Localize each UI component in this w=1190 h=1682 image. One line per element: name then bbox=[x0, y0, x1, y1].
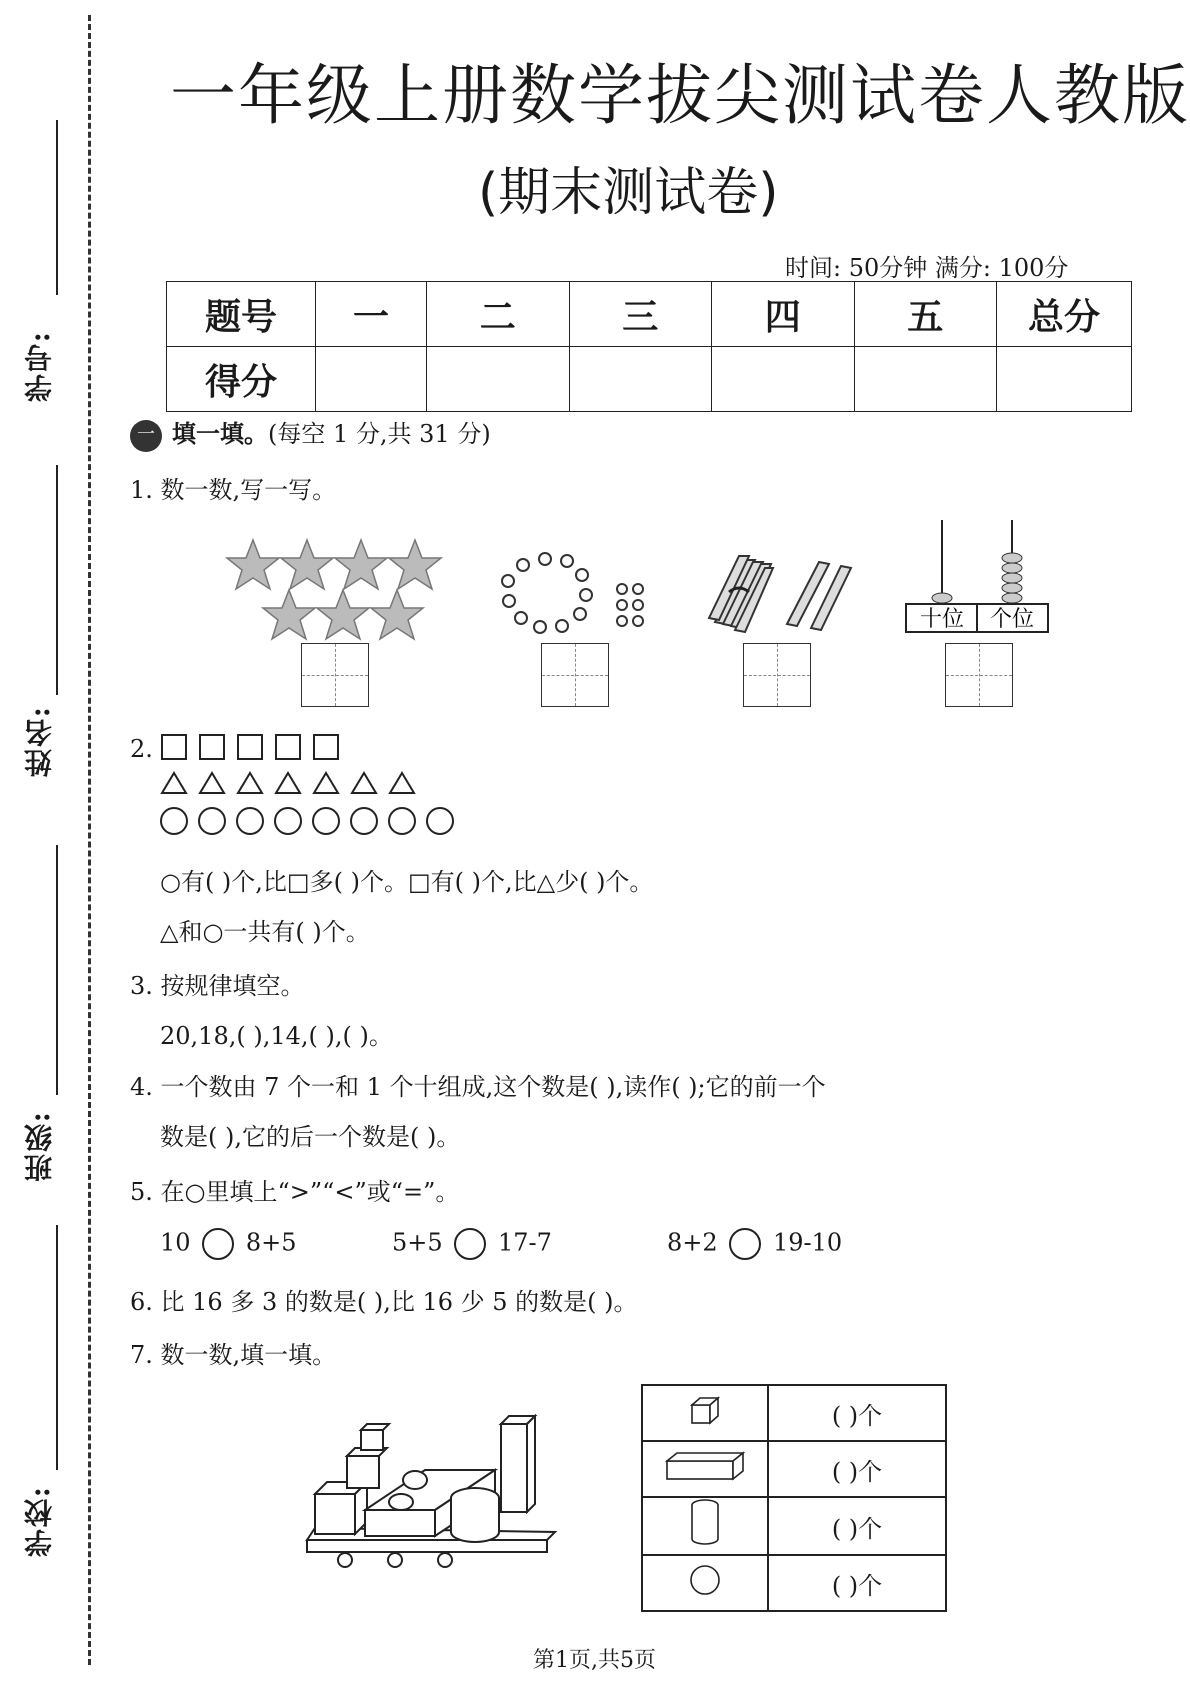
student-id-label: 学号: bbox=[23, 330, 56, 403]
star-icon bbox=[263, 590, 315, 639]
beads-figure bbox=[500, 553, 660, 643]
score-cell[interactable] bbox=[997, 347, 1132, 412]
sphere-cell bbox=[642, 1555, 768, 1611]
q7-text: 7. 数一数,填一填。 bbox=[130, 1341, 337, 1369]
q5-expr2 bbox=[392, 1228, 552, 1260]
star-icon bbox=[389, 540, 441, 589]
binding-dashed-line bbox=[88, 15, 91, 1665]
q3-text: 3. 按规律填空。 bbox=[130, 972, 305, 1000]
cube-cell bbox=[642, 1385, 768, 1441]
shapes-figure bbox=[160, 733, 460, 853]
cylinder-cell bbox=[642, 1497, 768, 1555]
score-header-cell: 二 bbox=[427, 282, 570, 347]
circle-icon bbox=[237, 808, 263, 834]
circle-icon bbox=[313, 808, 339, 834]
q1-text: 1. 数一数,写一写。 bbox=[130, 476, 337, 504]
circle-icon bbox=[161, 808, 187, 834]
answer-grid-box[interactable] bbox=[301, 643, 369, 707]
q5-expr1-left: 10 bbox=[160, 1228, 191, 1257]
star-icon bbox=[281, 540, 333, 589]
score-cell[interactable] bbox=[316, 347, 427, 412]
triangle-icon bbox=[200, 773, 224, 793]
sphere-icon bbox=[688, 1563, 722, 1597]
square-icon bbox=[314, 735, 338, 759]
q5-expr3-left: 8+2 bbox=[667, 1228, 718, 1257]
compare-circle[interactable] bbox=[454, 1228, 486, 1260]
solids-cart-figure bbox=[305, 1420, 555, 1570]
answer-cell[interactable]: ( )个 bbox=[768, 1441, 946, 1497]
stars-figure bbox=[225, 538, 445, 638]
q5-text: 5. 在○里填上“>”“<”或“=”。 bbox=[130, 1178, 460, 1206]
circle-icon bbox=[389, 808, 415, 834]
answer-grid-box[interactable] bbox=[541, 643, 609, 707]
answer-cell[interactable]: ( )个 bbox=[768, 1497, 946, 1555]
abacus-figure bbox=[900, 520, 1060, 630]
triangle-icon bbox=[390, 773, 414, 793]
abacus-tens-label: 十位 bbox=[919, 607, 965, 632]
circle-icon bbox=[199, 808, 225, 834]
star-icon bbox=[335, 540, 387, 589]
score-cell[interactable] bbox=[712, 347, 855, 412]
section-title: 填一填。 bbox=[172, 419, 268, 448]
page-title: 一年级上册数学拔尖测试卷人教版 bbox=[170, 57, 1190, 134]
answer-cell[interactable]: ( )个 bbox=[768, 1555, 946, 1611]
triangle-icon bbox=[162, 773, 186, 793]
compare-circle[interactable] bbox=[729, 1228, 761, 1260]
q5-expr2-right: 17-7 bbox=[497, 1228, 552, 1257]
abacus-ones-label: 个位 bbox=[989, 607, 1035, 632]
sticks-figure bbox=[705, 552, 845, 652]
score-cell[interactable] bbox=[854, 347, 997, 412]
score-header-cell: 题号 bbox=[167, 282, 316, 347]
square-icon bbox=[238, 735, 262, 759]
answer-cell[interactable]: ( )个 bbox=[768, 1385, 946, 1441]
school-line bbox=[56, 1225, 58, 1470]
triangle-icon bbox=[238, 773, 262, 793]
cube-icon bbox=[688, 1395, 722, 1425]
triangle-icon bbox=[276, 773, 300, 793]
section-heading bbox=[130, 414, 491, 452]
school-label: 学校: bbox=[23, 1485, 56, 1558]
q5-expr3-right: 19-10 bbox=[772, 1228, 843, 1257]
q5-expr3 bbox=[667, 1228, 842, 1260]
circle-icon bbox=[275, 808, 301, 834]
score-header-cell: 五 bbox=[854, 282, 997, 347]
student-id-line bbox=[56, 120, 58, 295]
score-header-cell: 三 bbox=[569, 282, 712, 347]
star-icon bbox=[371, 590, 423, 639]
star-icon bbox=[317, 590, 369, 639]
star-icon bbox=[227, 540, 279, 589]
triangle-icon bbox=[314, 773, 338, 793]
cylinder-icon bbox=[688, 1499, 722, 1547]
q7-count-table bbox=[641, 1384, 947, 1612]
circle-icon bbox=[351, 808, 377, 834]
time-info: 时间: 50分钟 满分: 100分 bbox=[785, 254, 1069, 282]
name-label: 姓名: bbox=[23, 705, 56, 778]
q2-line2: △和○一共有( )个。 bbox=[160, 918, 370, 946]
score-table bbox=[166, 281, 1132, 412]
q6-text: 6. 比 16 多 3 的数是( ),比 16 少 5 的数是( )。 bbox=[130, 1288, 638, 1316]
class-label: 班级: bbox=[23, 1110, 56, 1183]
q5-expr1-right: 8+5 bbox=[245, 1228, 297, 1257]
answer-grid-box[interactable] bbox=[945, 643, 1013, 707]
compare-circle[interactable] bbox=[202, 1228, 234, 1260]
square-icon bbox=[200, 735, 224, 759]
score-header-cell: 四 bbox=[712, 282, 855, 347]
q2-line1: ○有( )个,比□多( )个。□有( )个,比△少( )个。 bbox=[160, 868, 654, 896]
q2-label: 2. bbox=[130, 735, 153, 763]
circle-icon bbox=[427, 808, 453, 834]
cuboid-cell bbox=[642, 1441, 768, 1497]
q5-expr2-left: 5+5 bbox=[392, 1228, 443, 1257]
name-line bbox=[56, 465, 58, 695]
q3-sequence: 20,18,( ),14,( ),( )。 bbox=[160, 1022, 393, 1050]
score-header-cell: 一 bbox=[316, 282, 427, 347]
page-footer: 第1页,共5页 bbox=[533, 1648, 656, 1673]
page-subtitle: (期末测试卷) bbox=[478, 163, 779, 223]
score-header-cell: 总分 bbox=[997, 282, 1132, 347]
score-row-label: 得分 bbox=[167, 347, 316, 412]
triangle-icon bbox=[352, 773, 376, 793]
q4-line1: 4. 一个数由 7 个一和 1 个十组成,这个数是( ),读作( );它的前一个 bbox=[130, 1073, 826, 1101]
q4-line2: 数是( ),它的后一个数是( )。 bbox=[160, 1123, 461, 1151]
section-note: (每空 1 分,共 31 分) bbox=[268, 420, 491, 448]
class-line bbox=[56, 845, 58, 1095]
q5-expr1 bbox=[160, 1228, 296, 1260]
answer-grid-box[interactable] bbox=[743, 643, 811, 707]
square-icon bbox=[162, 735, 186, 759]
section-number: 一 bbox=[130, 420, 162, 452]
square-icon bbox=[276, 735, 300, 759]
score-cell[interactable] bbox=[569, 347, 712, 412]
score-cell[interactable] bbox=[427, 347, 570, 412]
cuboid-icon bbox=[665, 1451, 745, 1481]
